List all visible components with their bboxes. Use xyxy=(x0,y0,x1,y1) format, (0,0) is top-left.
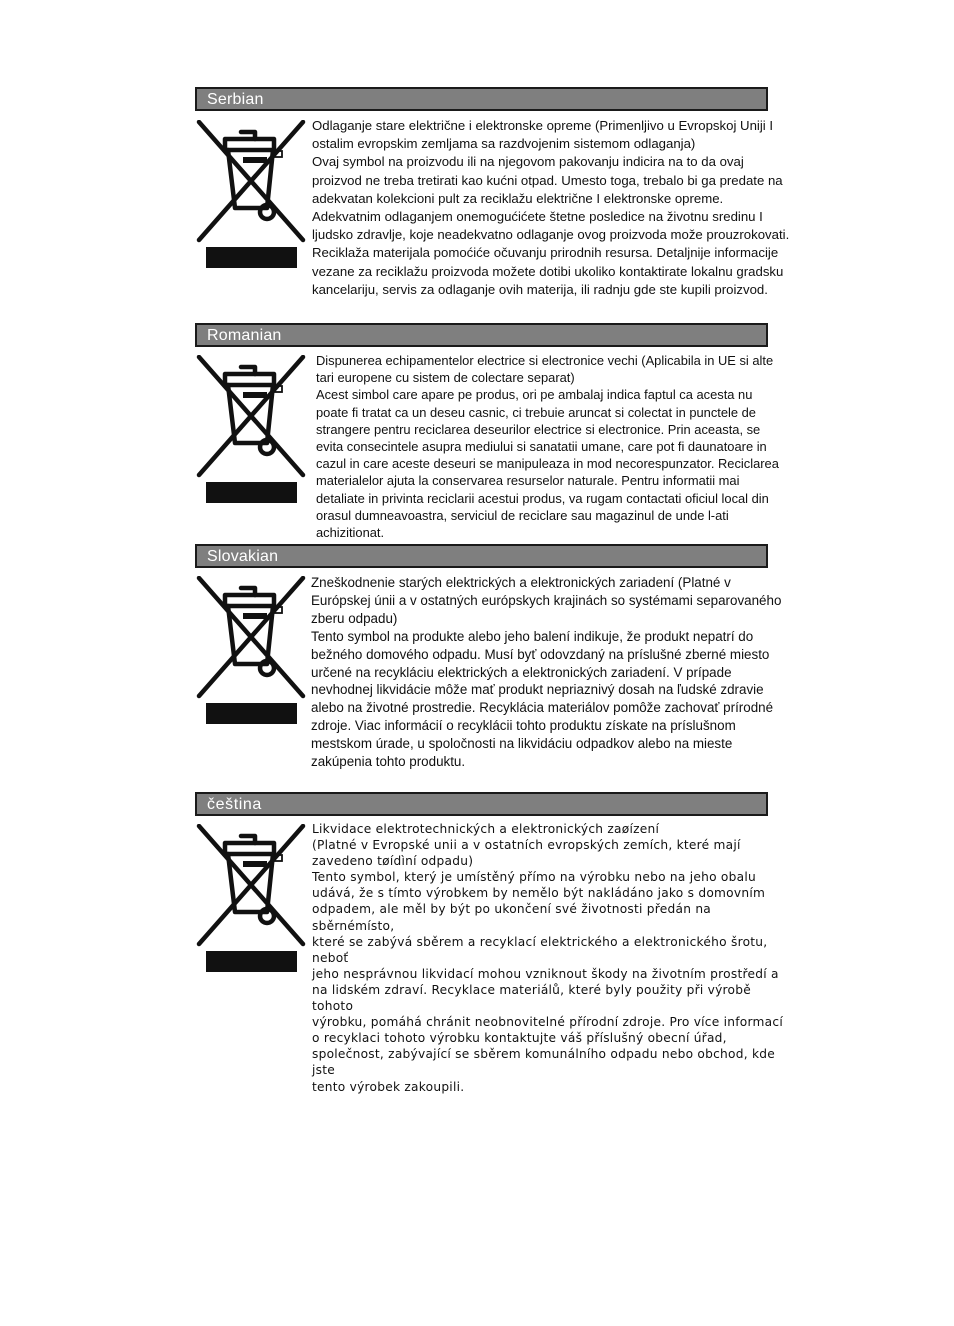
crossed-out-bin-icon xyxy=(195,355,307,505)
section-header xyxy=(195,792,768,816)
section-header xyxy=(195,323,768,347)
section-cestina xyxy=(195,792,787,1094)
section-body: Zneškodnenie starých elektrických a elektronických zariadení (Platné v Európskej únii a v ostatných európskych krajinách so systémami separovaného zberu odpadu) Tento symbol na produkte alebo jeho balení indikuje, že produkt nepatrí do bežného domového odpadu. Musí byť odovzdaný na príslušné zberné miesto určené na recykláciu elektrických a elektronických zariadení. V prípade nevhodnej likvidácie môže mať produkt nepriaznivý dosah na ľudské zdravie alebo na životné prostredie. Recyklácia materiálov pomôže zachovať prírodné zdroje. Viac informácií o recyklácii tohto produktu získate na príslušnom mestskom úrade, u spoločnosti na likvidáciu odpadkov alebo na mieste zakúpenia tohto produktu. xyxy=(311,575,782,770)
section-header xyxy=(195,544,768,568)
section-body: Likvidace elektrotechnických a elektronických zaøízení (Platné v Evropské unii a v ostatních evropských zemích, které mají zavedeno tøídìní odpadu) Tento symbol, který je umístěný přímo na výrobku nebo na jeho obalu udává, že s tímto výrobkem by nemělo být nakládáno jako s domovním odpadem, ale měl by být po ukončení své životnosti předán na sběrnémísto, které se zabývá sběrem a recyklací elektrického a elektronického šrotu, neboť jeho nesprávnou likvidací mohou vzniknout škody na životním prostředí a na lidském zdraví. Recyklace materiálů, které byly použity při výrobě tohoto výrobku, pomáhá chránit neobnovitelné přírodní zdroje. Pro více informací o recyklaci tohoto výrobku kontaktujte váš příslušný obecní úřad, společnost, zabývající se sběrem komunálního odpadu nebo obchod, kde jste tento výrobek zakoupili. xyxy=(312,822,783,1094)
section-title: čeština xyxy=(207,796,262,813)
section-romanian xyxy=(195,323,787,541)
section-title: Slovakian xyxy=(207,548,279,565)
crossed-out-bin-icon xyxy=(195,120,307,270)
section-slovakian xyxy=(195,544,787,774)
crossed-out-bin-icon xyxy=(195,824,307,974)
section-title: Serbian xyxy=(207,91,264,108)
section-header xyxy=(195,87,768,111)
crossed-out-bin-icon xyxy=(195,576,307,726)
section-serbian xyxy=(195,87,790,317)
section-body: Dispunerea echipamentelor electrice si electronice vechi (Aplicabila in UE si alte tari europene cu sistem de colectare separat) Acest simbol care apare pe produs, ori pe ambalaj indica faptul ca acesta nu poate fi tratat ca un deseu casnic, ci trebuie aruncat si colectat in punctele de strangere pentru reciclarea deseurilor electrice si electronice. Prin aceasta, se evita consecintele asupra mediului si sanatatii umane, care pot fi daunatoare in cazul in care aceste deseuri se manipuleaza in mod necorespunzator. Reciclarea materialelor ajuta la conservarea resurselor naturale. Pentru informatii mai detaliate in privinta reciclarii acestui produs, va rugam contactati oficiul local din orasul dumneavoastra, serviciul de reciclare sau magazinul de unde l-ati achizitionat. xyxy=(316,353,779,541)
section-title: Romanian xyxy=(207,327,282,344)
section-body: Odlaganje stare električne i elektronske opreme (Primenljivo u Evropskoj Uniji I ostalim evropskim zemljama sa razdvojenim sistemom odlaganja) Ovaj symbol na proizvodu ili na njegovom pakovanju indicira na to da ovaj proizvod ne treba tretirati kao kućni otpad. Umesto toga, trebalo bi ga predate na adekvatan kolekcioni pult za reciklažu električne I elektronske opreme. Adekvatnim odlaganjem onemogućićete štetne posledice na životnu sredinu I ljudsko zdravlje, koje neadekvatno odlaganje ovog proizvoda može prouzrokovati. Reciklaža materijala pomoćiće očuvanju prirodnih resursa. Detaljnije informacije vezane za reciklažu proizvoda možete dotibi ukoliko kontaktirate lokalnu gradsku kancelariju, servis za odlaganje ovih materija, ili radnju gde ste kupili proizvod. xyxy=(312,118,790,297)
